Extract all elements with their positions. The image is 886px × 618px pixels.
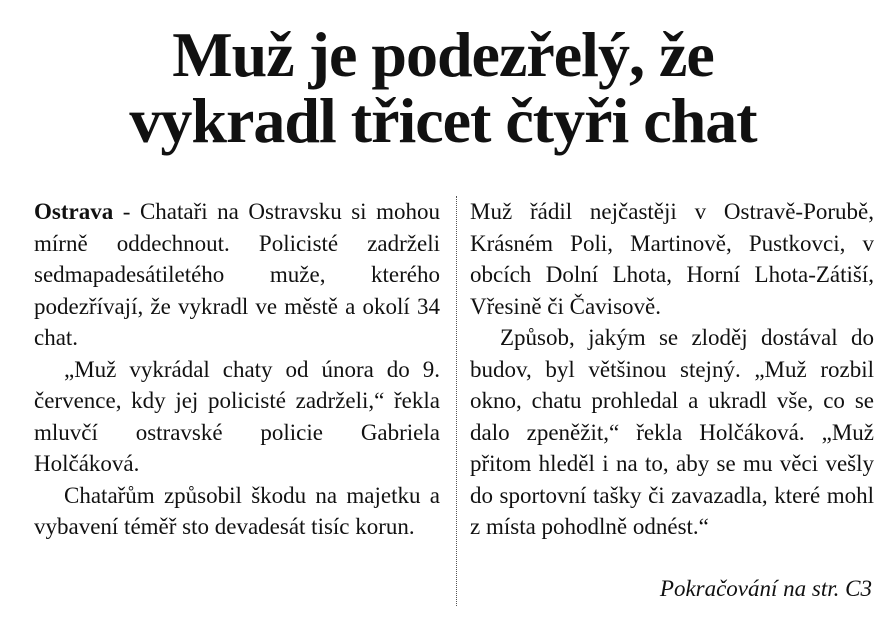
right-column — [470, 196, 874, 543]
dateline: Ostrava — [34, 199, 114, 224]
headline — [20, 19, 866, 156]
quote-paragraph: „Muž vykrádal chaty od února do 9. července, kdy jej policisté zadrželi,“ řekla mluvčí ostravské policie Gabriela Holčáková. — [34, 356, 440, 476]
headline-line-2: vykradl třicet čtyři chat — [129, 85, 757, 156]
method-paragraph: Způsob, jakým se zloděj dostával do budov, byl většinou stejný. „Muž rozbil okno, chatu prohledal a ukradl vše, co se dalo zpeněžit,“ řekla Holčáková. „Muž přitom hleděl i na to, aby se mu věci vešly do sportovní tašky či zavazadla, které mohl z místa pohodlně odnést.“ — [470, 325, 874, 539]
continuation-note: Pokračování na str. C3 — [659, 576, 872, 601]
left-column — [34, 196, 440, 543]
locations-paragraph-continued: Muž řádil nejčastěji v Ostravě-Porubě, Krásném Poli, Martinově, Pustkovci, v obcích Dolní Lhota, Horní Lhota-Zátiší, Vřesině či Čavisově. — [470, 199, 874, 319]
lead-paragraph-text: - Chataři na Ostravsku si mohou mírně oddechnout. Policisté zadrželi sedmapadesátiletého muže, kterého podezřívají, že vykradl ve městě a okolí 34 chat. — [34, 199, 440, 350]
column-divider — [456, 196, 457, 606]
headline-line-1: Muž je podezřelý, že — [172, 19, 714, 90]
lead-paragraph — [34, 196, 440, 354]
damage-paragraph: Chatařům způsobil škodu na majetku a vybavení téměř sto devadesát tisíc korun. — [34, 482, 440, 539]
